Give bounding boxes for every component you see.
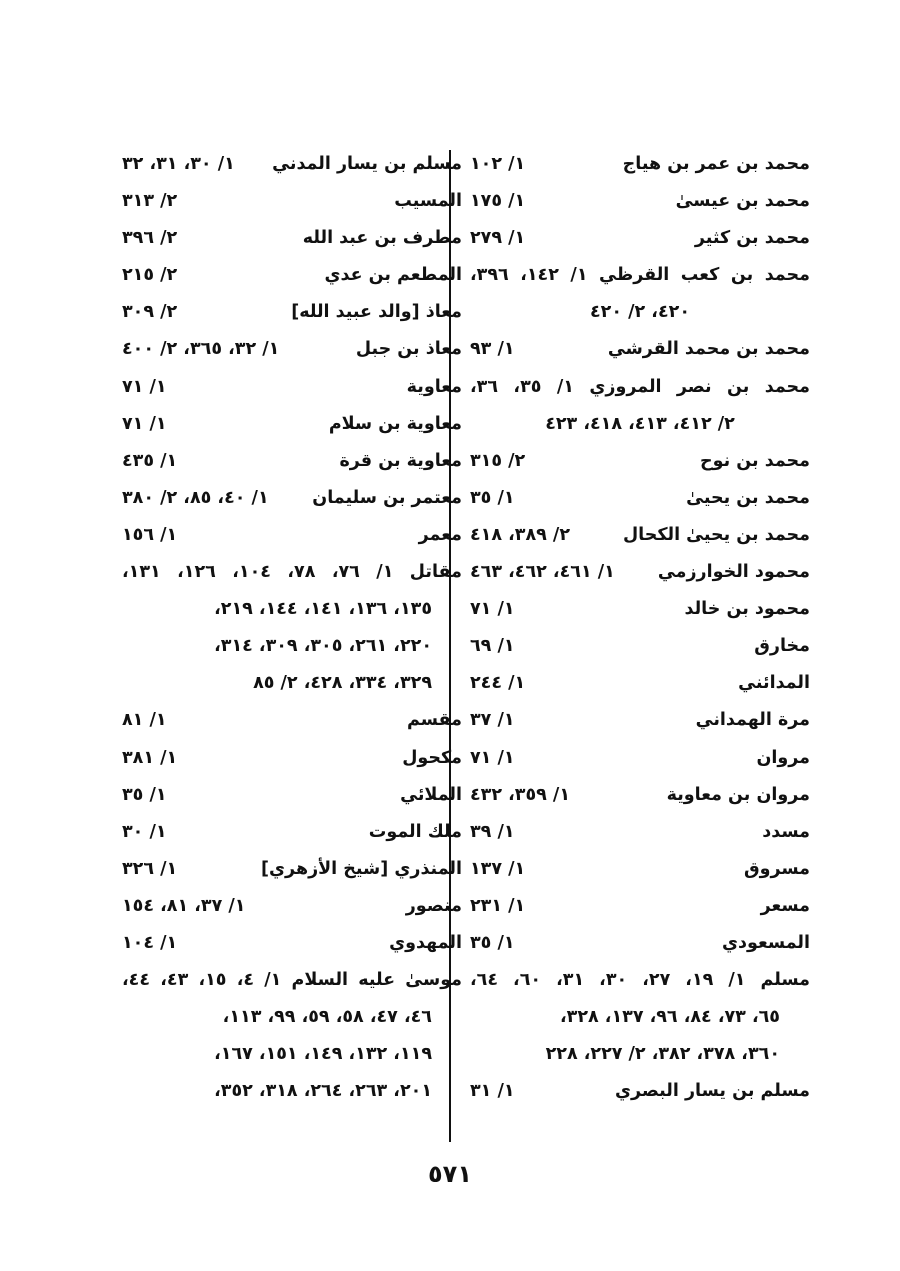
index-entry — [470, 890, 810, 927]
entry-name: محمد بن يحيىٰ الكحال — [622, 524, 810, 545]
index-entry — [122, 704, 462, 741]
entry-name: المدائني — [738, 673, 810, 694]
index-entry — [122, 519, 462, 556]
index-entry-continuation — [122, 593, 462, 630]
index-entry — [122, 259, 462, 296]
entry-page-refs: ٢/ ٣١٣ — [122, 191, 178, 212]
entry-name: معاوية بن قرة — [339, 450, 462, 471]
entry-name: محمد بن عمر بن هياج — [622, 154, 810, 174]
index-entry — [470, 333, 810, 370]
entry-page-refs: ١/ ٣١ — [470, 1081, 515, 1102]
entry-page-refs: ١/ ٣٠ — [122, 821, 167, 842]
entry-name: معاوية بن سلام — [328, 413, 462, 434]
entry-page-refs: ١/ ١٠٤ — [122, 932, 178, 953]
entry-name: معتمر بن سليمان — [312, 487, 462, 508]
index-entry — [122, 853, 462, 890]
entry-page-refs: ٢/ ٣٩٦ — [122, 228, 178, 249]
entry-name: المهدوي — [389, 932, 462, 953]
index-entry-continuation — [122, 667, 462, 704]
entry-name: مسلم بن يسار المدني — [272, 154, 462, 174]
entry-page-refs: ٢/ ٣١٥ — [470, 450, 526, 471]
entry-name: مكحول — [402, 747, 462, 768]
index-column-left — [122, 148, 462, 1112]
continuation-line: ٤٦، ٤٧، ٥٨، ٥٩، ٩٩، ١١٣، — [222, 1007, 432, 1028]
entry-name: معاذ [والد عبيد الله] — [291, 302, 462, 323]
index-entry — [470, 371, 810, 408]
index-entry — [122, 445, 462, 482]
entry-page-refs: ١/ ١٧٥ — [470, 191, 526, 212]
index-entry — [122, 408, 462, 445]
entry-name: المنذري [شيخ الأزهري] — [261, 858, 462, 879]
entry-page-refs: ١/ ٢٧٩ — [470, 228, 526, 249]
entry-page-refs: ١/ ٩٣ — [470, 339, 515, 360]
index-entry-continuation — [470, 296, 810, 333]
index-entry-continuation — [470, 1001, 810, 1038]
index-entry — [470, 742, 810, 779]
index-entry — [470, 779, 810, 816]
entry-page-refs: ١/ ٣٩ — [470, 821, 515, 842]
index-entry — [470, 556, 810, 593]
index-entry — [122, 222, 462, 259]
index-entry-continuation — [122, 1038, 462, 1075]
entry-page-refs: ١/ ٦٩ — [470, 636, 515, 657]
continuation-line: ٢٢٠، ٢٦١، ٣٠٥، ٣٠٩، ٣١٤، — [214, 636, 432, 657]
entry-name: مسلم بن يسار البصري — [614, 1081, 810, 1102]
entry-name: ملك الموت — [368, 821, 462, 842]
index-entry — [122, 296, 462, 333]
entry-page-refs: ١/ ٤٠، ٨٥، ٢/ ٣٨٠ — [122, 487, 269, 508]
index-entry — [470, 259, 810, 296]
continuation-line: ٣٢٩، ٣٣٤، ٤٢٨، ٢/ ٨٥ — [253, 673, 432, 694]
entry-page-refs: ١/ ٣٨١ — [122, 747, 178, 768]
entry-page-refs: ١/ ٣٠، ٣١، ٣٢ — [122, 154, 235, 174]
continuation-line: ٦٥، ٧٣، ٨٤، ٩٦، ١٣٧، ٣٢٨، — [560, 1007, 780, 1028]
entry-name: المطعم بن عدي — [324, 265, 462, 286]
index-entry — [122, 482, 462, 519]
index-entry — [470, 1075, 810, 1112]
entry-page-refs: ١/ ٧١ — [122, 376, 167, 397]
index-entry — [122, 371, 462, 408]
index-entry — [470, 445, 810, 482]
entry-line: موسىٰ عليه السلام ١/ ٤، ١٥، ٤٣، ٤٤، — [122, 970, 462, 991]
entry-line: مسلم ١/ ١٩، ٢٧، ٣٠، ٣١، ٦٠، ٦٤، — [470, 970, 810, 991]
page-number: ٥٧١ — [428, 1160, 472, 1188]
index-entry-continuation — [122, 1075, 462, 1112]
entry-page-refs: ١/ ٣٧ — [470, 710, 515, 731]
entry-name: مرة الهمداني — [695, 710, 810, 731]
entry-name: محمد بن نوح — [700, 450, 810, 471]
entry-line: محمد بن نصر المروزي ١/ ٣٥، ٣٦، — [470, 376, 811, 397]
entry-name: مقسم — [407, 710, 462, 731]
index-entry — [470, 185, 810, 222]
index-entry — [122, 333, 462, 370]
entry-page-refs: ١/ ١٣٧ — [470, 858, 526, 879]
entry-page-refs: ١/ ٣٥ — [470, 932, 515, 953]
entry-name: مروان بن معاوية — [666, 784, 810, 805]
entry-name: مخارق — [754, 636, 810, 657]
entry-name: المسيب — [394, 191, 462, 212]
entry-name: محمد بن عيسىٰ — [675, 191, 810, 212]
entry-page-refs: ٢/ ٢١٥ — [122, 265, 178, 286]
entry-name: منصور — [405, 895, 462, 916]
index-entry — [122, 556, 462, 593]
index-entry — [470, 704, 810, 741]
entry-name: مسدد — [762, 821, 810, 842]
entry-name: مسروق — [743, 858, 810, 879]
entry-page-refs: ١/ ٣٥ — [122, 784, 167, 805]
entry-name: مروان — [756, 747, 810, 768]
entry-page-refs: ٢/ ٣٠٩ — [122, 302, 178, 323]
continuation-line: ٢/ ٤١٢، ٤١٣، ٤١٨، ٤٢٣ — [545, 413, 735, 434]
entry-name: مطرف بن عبد الله — [302, 228, 462, 249]
entry-page-refs: ١/ ١٥٦ — [122, 524, 178, 545]
entry-page-refs: ١/ ٢٤٤ — [470, 673, 526, 694]
index-entry-continuation — [470, 1038, 810, 1075]
entry-page-refs: ١/ ٧١ — [122, 413, 167, 434]
entry-name: الملائي — [400, 784, 462, 805]
continuation-line: ١٣٥، ١٣٦، ١٤١، ١٤٤، ٢١٩، — [214, 599, 432, 620]
index-entry-continuation — [470, 408, 810, 445]
index-entry — [122, 964, 462, 1001]
entry-page-refs: ١/ ٣٧، ٨١، ١٥٤ — [122, 895, 246, 916]
index-entry — [470, 222, 810, 259]
index-entry — [470, 667, 810, 704]
entry-line: محمد بن كعب القرظي ١/ ١٤٢، ٣٩٦، — [470, 265, 810, 286]
entry-page-refs: ١/ ٤٦١، ٤٦٢، ٤٦٣ — [470, 562, 615, 583]
continuation-line: ٢٠١، ٢٦٣، ٢٦٤، ٣١٨، ٣٥٢، — [214, 1081, 432, 1102]
entry-name: مسعر — [760, 895, 810, 916]
entry-line: مقاتل ١/ ٧٦، ٧٨، ١٠٤، ١٢٦، ١٣١، — [122, 562, 462, 583]
entry-page-refs: ١/ ٤٣٥ — [122, 450, 178, 471]
index-entry — [470, 593, 810, 630]
index-entry — [470, 148, 810, 185]
index-entry — [470, 964, 810, 1001]
entry-name: معاذ بن جبل — [355, 339, 462, 360]
entry-name: محمد بن محمد القرشي — [607, 339, 810, 360]
index-entry — [470, 519, 810, 556]
entry-name: المسعودي — [722, 932, 810, 953]
entry-page-refs: ١/ ٣٥٩، ٤٣٢ — [470, 784, 571, 805]
entry-page-refs: ١/ ٢٣١ — [470, 895, 526, 916]
index-column-right — [470, 148, 810, 1112]
index-entry — [122, 779, 462, 816]
index-entry — [122, 927, 462, 964]
index-entry-continuation — [122, 630, 462, 667]
entry-name: معاوية — [406, 376, 462, 397]
index-entry — [122, 890, 462, 927]
index-entry-continuation — [122, 1001, 462, 1038]
index-entry — [470, 853, 810, 890]
index-entry — [470, 482, 810, 519]
continuation-line: ٤٢٠، ٢/ ٤٢٠ — [589, 302, 690, 323]
index-entry — [122, 742, 462, 779]
continuation-line: ٣٦٠، ٣٧٨، ٣٨٢، ٢/ ٢٢٧، ٢٢٨ — [545, 1044, 780, 1065]
entry-page-refs: ١/ ٣٢، ٣٦٥، ٢/ ٤٠٠ — [122, 339, 280, 360]
entry-page-refs: ١/ ٣٢٦ — [122, 858, 178, 879]
entry-name: محمود الخوارزمي — [657, 562, 810, 583]
entry-page-refs: ٢/ ٣٨٩، ٤١٨ — [470, 524, 571, 545]
entry-page-refs: ١/ ٧١ — [470, 747, 515, 768]
index-entry — [122, 185, 462, 222]
entry-page-refs: ١/ ١٠٢ — [470, 154, 526, 174]
entry-page-refs: ١/ ٣٥ — [470, 487, 515, 508]
entry-page-refs: ١/ ٧١ — [470, 599, 515, 620]
index-entry — [122, 816, 462, 853]
entry-name: محمود بن خالد — [684, 599, 810, 620]
index-entry — [122, 148, 462, 185]
continuation-line: ١١٩، ١٣٢، ١٤٩، ١٥١، ١٦٧، — [214, 1044, 432, 1065]
index-entry — [470, 630, 810, 667]
entry-name: معمر — [418, 524, 462, 545]
index-entry — [470, 816, 810, 853]
entry-name: محمد بن كثير — [694, 228, 810, 249]
entry-name: محمد بن يحيىٰ — [686, 487, 810, 508]
entry-page-refs: ١/ ٨١ — [122, 710, 167, 731]
index-entry — [470, 927, 810, 964]
